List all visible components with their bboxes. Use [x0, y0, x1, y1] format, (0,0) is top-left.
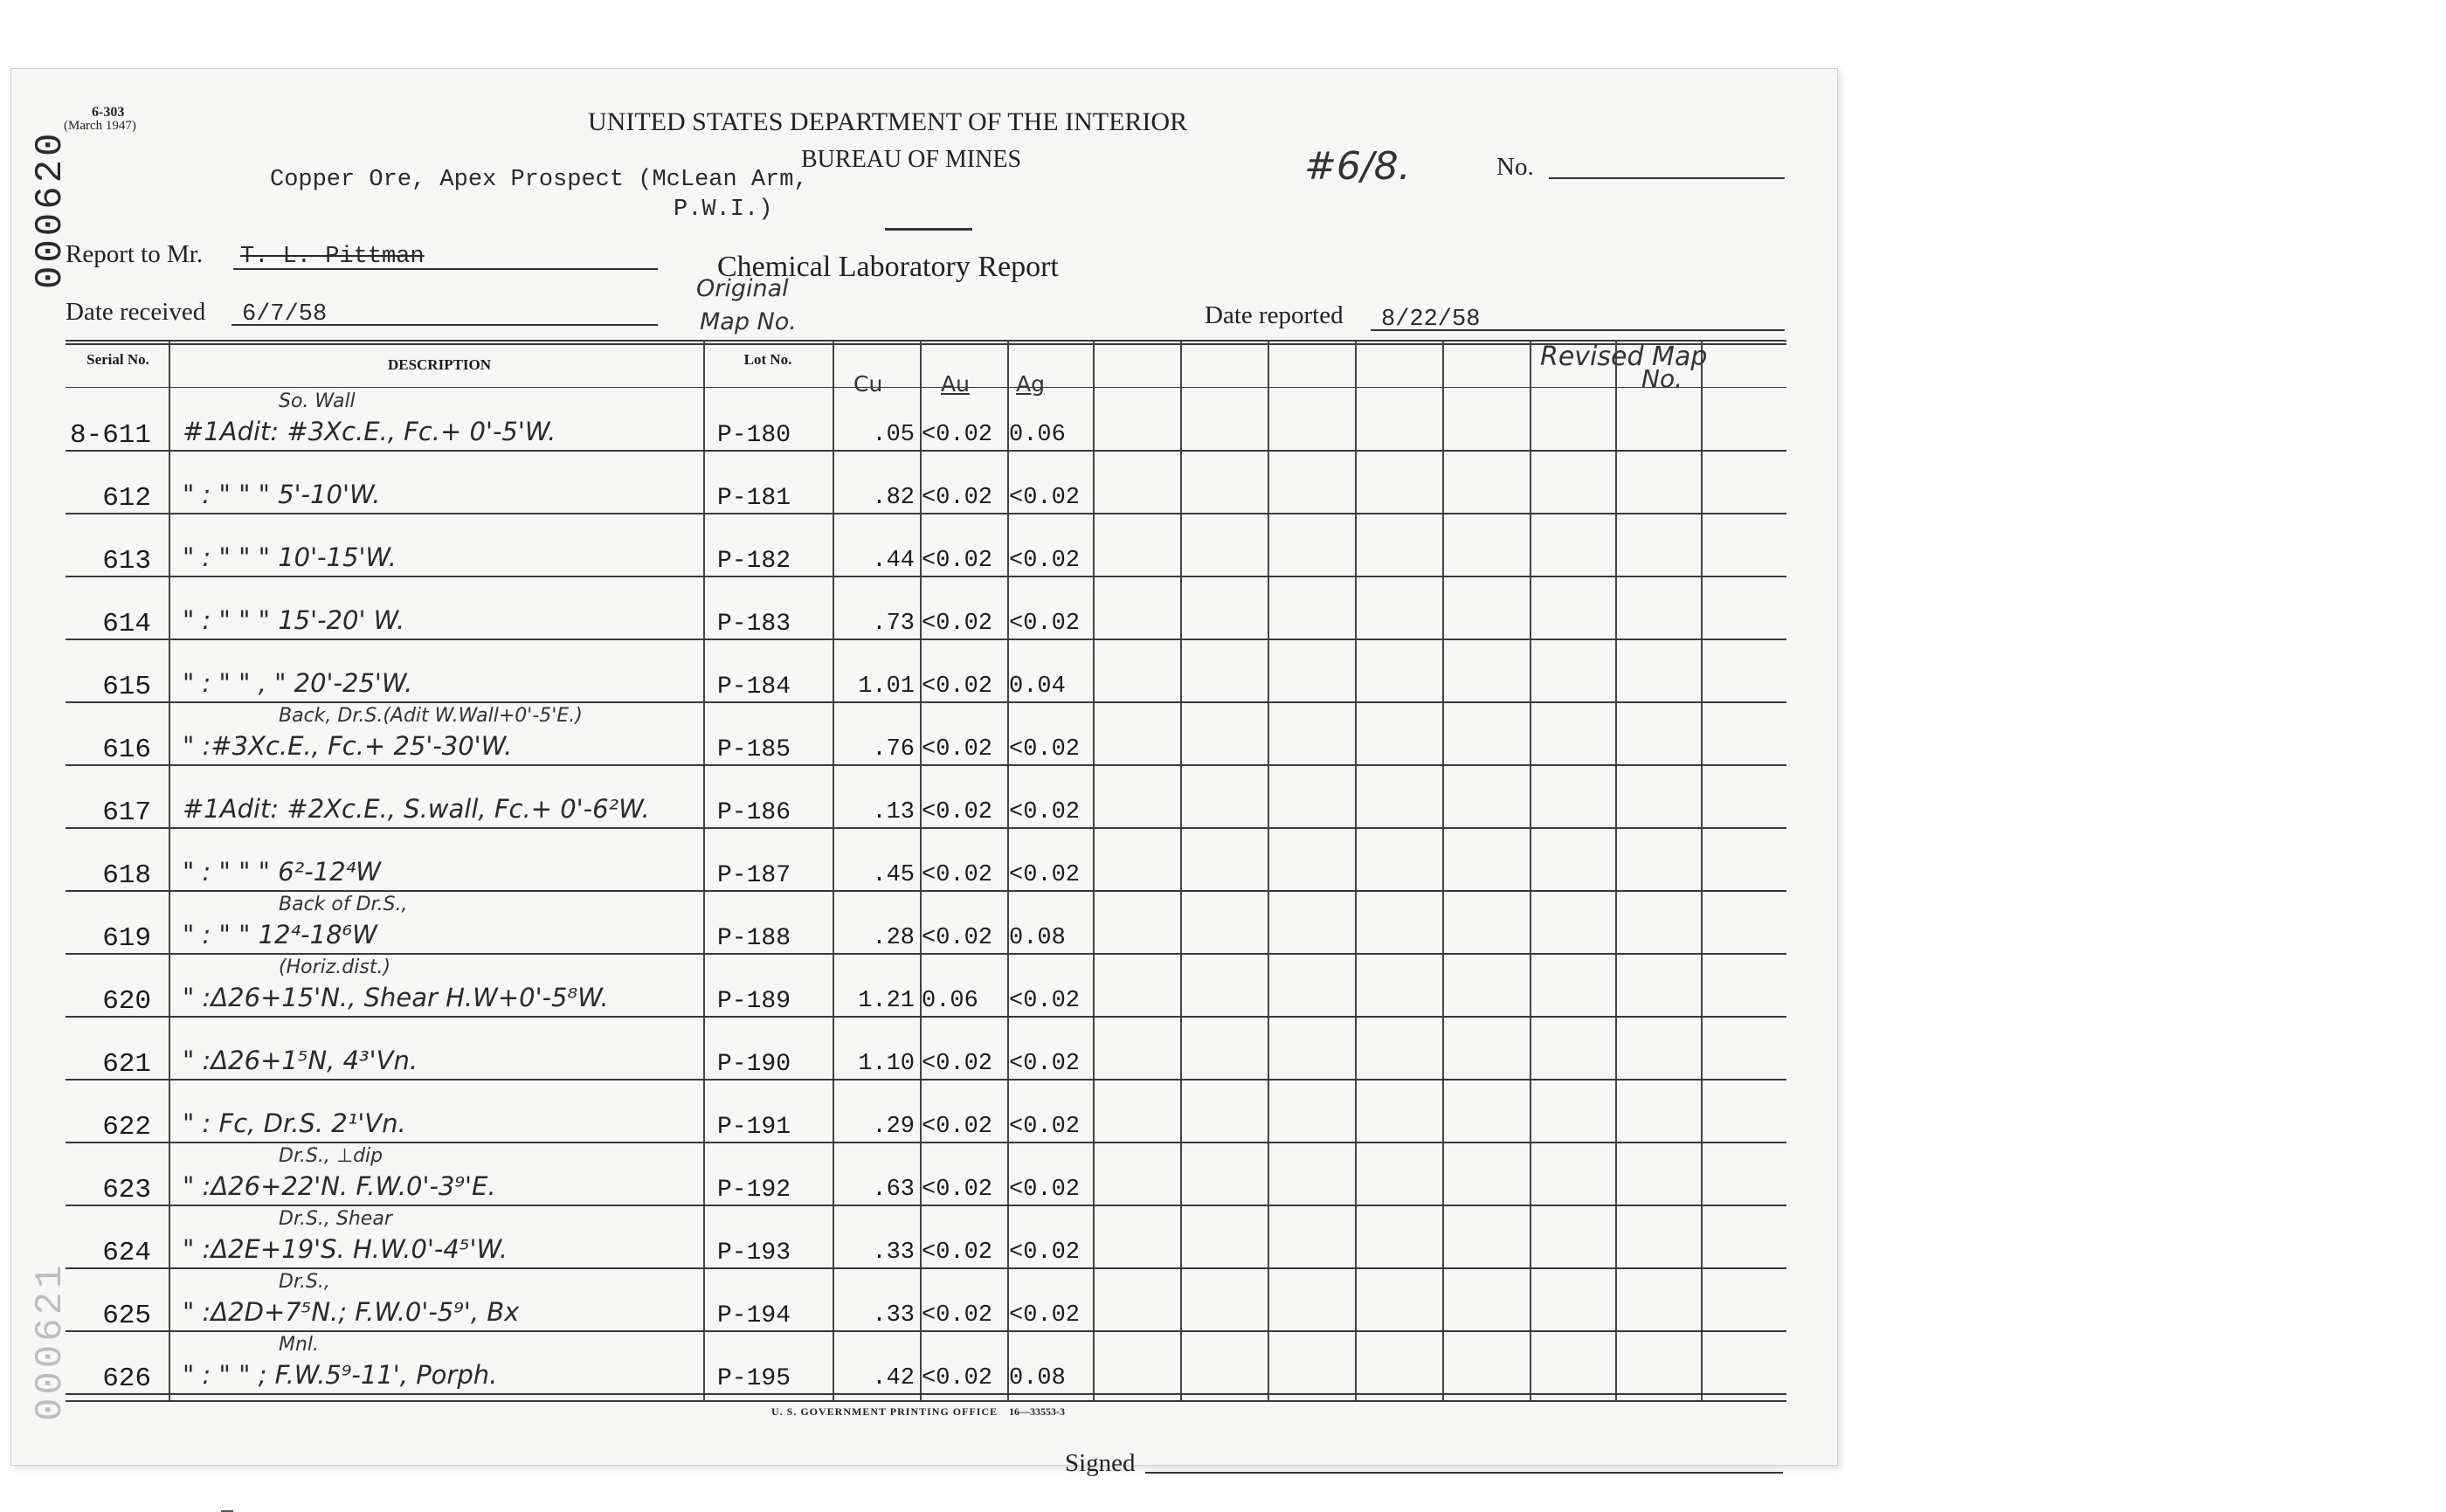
au-cell: <0.02	[922, 422, 993, 448]
cu-cell: .33	[872, 1302, 915, 1329]
date-received-value: 6/7/58	[242, 301, 328, 328]
au-cell: <0.02	[922, 1365, 993, 1391]
no-field-line	[1549, 177, 1785, 179]
lot-cell: P-189	[717, 988, 791, 1015]
au-cell: <0.02	[922, 1302, 993, 1329]
description-cell: " : Fc, Dr.S. 2¹'Vn.	[183, 1108, 406, 1138]
serial-cell: 612	[102, 483, 151, 514]
description-cell: " :Δ26+15'N., Shear H.W+0'-5⁸W.	[183, 983, 609, 1012]
description-note: Dr.S.,	[279, 1271, 330, 1293]
lot-cell: P-195	[717, 1365, 791, 1392]
au-cell: <0.02	[922, 736, 993, 763]
row-rule	[66, 1393, 1786, 1395]
row-rule	[66, 827, 1786, 829]
report-title: Chemical Laboratory Report	[717, 251, 1059, 283]
description-cell: #1Adit: #3Xc.E., Fc.+ 0'-5'W.	[183, 417, 556, 446]
header-au: Au	[941, 371, 970, 397]
description-cell: " :Δ2D+7⁵N.; F.W.0'-5⁹', Bx	[183, 1297, 520, 1327]
description-note: Dr.S., ⊥dip	[279, 1145, 383, 1167]
ag-cell: <0.02	[1009, 736, 1081, 763]
lot-cell: P-191	[717, 1114, 791, 1141]
ag-cell: 0.06	[1009, 422, 1066, 448]
au-cell: <0.02	[922, 673, 993, 700]
table-bottom-rule	[66, 1400, 1786, 1402]
serial-cell: 618	[102, 860, 151, 891]
au-cell: <0.02	[922, 862, 993, 888]
date-reported-line	[1371, 329, 1785, 331]
lot-cell: P-190	[717, 1051, 791, 1078]
header-cu: Cu	[853, 371, 883, 397]
ag-cell: 0.08	[1009, 925, 1066, 951]
lot-cell: P-186	[717, 799, 791, 826]
au-cell: <0.02	[922, 925, 993, 951]
description-cell: " : " " " 10'-15'W.	[183, 542, 397, 572]
ag-cell: <0.02	[1009, 1302, 1081, 1329]
description-cell: #1Adit: #2Xc.E., S.wall, Fc.+ 0'-6²W.	[183, 794, 650, 824]
original-map-label: Original	[696, 275, 789, 302]
cu-cell: .33	[872, 1239, 915, 1266]
header-ag: Ag	[1016, 371, 1045, 397]
row-rule	[66, 1205, 1786, 1206]
serial-cell: 625	[102, 1301, 151, 1331]
cu-cell: 1.01	[858, 673, 915, 700]
serial-cell: 8-611	[69, 420, 151, 451]
form-number: 6-303	[92, 105, 125, 120]
row-rule	[66, 890, 1786, 892]
au-cell: 0.06	[922, 988, 978, 1014]
report-subject: Copper Ore, Apex Prospect (McLean Arm,	[270, 167, 808, 193]
row-rule	[66, 513, 1786, 514]
serial-cell: 624	[102, 1238, 151, 1268]
serial-cell: 615	[102, 672, 151, 702]
ag-cell: <0.02	[1009, 1239, 1081, 1266]
description-cell: " : " " " 5'-10'W.	[183, 480, 381, 509]
original-map-label-2: Map No.	[700, 308, 797, 335]
row-rule	[66, 1267, 1786, 1269]
row-rule	[66, 701, 1786, 703]
lot-cell: P-187	[717, 862, 791, 889]
header-serial: Serial No.	[86, 351, 149, 368]
row-rule	[66, 1330, 1786, 1332]
annotation-number: #6/8.	[1304, 144, 1411, 189]
serial-cell: 620	[102, 986, 151, 1017]
lot-cell: P-183	[717, 611, 791, 638]
date-reported-label: Date reported	[1205, 301, 1344, 329]
cu-cell: .29	[872, 1114, 915, 1140]
row-rule	[66, 450, 1786, 452]
au-cell: <0.02	[922, 611, 993, 637]
serial-cell: 616	[102, 735, 151, 765]
date-reported-value: 8/22/58	[1381, 307, 1481, 333]
ag-cell: <0.02	[1009, 799, 1081, 825]
cu-cell: .13	[872, 799, 915, 825]
report-subject-cont: P.W.I.)	[674, 197, 773, 223]
lot-cell: P-185	[717, 736, 791, 763]
revised-map-label-2: No.	[1641, 364, 1682, 393]
signature-line	[1145, 1472, 1783, 1474]
stamp-number-bottom: 000621	[29, 1261, 73, 1421]
header-description: DESCRIPTION	[387, 356, 492, 373]
lot-cell: P-188	[717, 925, 791, 952]
description-cell: " : " " , " 20'-25'W.	[183, 668, 413, 698]
au-cell: <0.02	[922, 1177, 993, 1203]
cu-cell: .05	[872, 422, 915, 448]
bureau-title: BUREAU OF MINES	[801, 146, 1022, 173]
lot-cell: P-192	[717, 1177, 791, 1204]
report-to-value: T. L. Pittman	[240, 244, 425, 270]
date-received-label: Date received	[66, 298, 206, 326]
au-cell: <0.02	[922, 485, 993, 511]
ag-cell: <0.02	[1009, 485, 1081, 511]
lot-cell: P-180	[717, 422, 791, 449]
cu-cell: .28	[872, 925, 915, 951]
description-note: (Horiz.dist.)	[279, 956, 391, 978]
ag-cell: <0.02	[1009, 1177, 1081, 1203]
au-cell: <0.02	[922, 1239, 993, 1266]
cu-cell: .63	[872, 1177, 915, 1203]
description-cell: " :Δ2E+19'S. H.W.0'-4⁵'W.	[183, 1234, 508, 1264]
description-cell: " :Δ26+22'N. F.W.0'-3⁹'E.	[183, 1171, 496, 1201]
cu-cell: .44	[872, 548, 915, 574]
report-to-label: Report to Mr.	[66, 240, 204, 268]
signed-label: Signed	[1065, 1449, 1136, 1477]
row-rule	[66, 1016, 1786, 1018]
revised-map-label: Revised Map	[1540, 342, 1708, 372]
description-cell: " : " " ; F.W.5⁹-11', Porph.	[183, 1360, 498, 1390]
date-received-line	[231, 324, 658, 326]
au-cell: <0.02	[922, 548, 993, 574]
lot-cell: P-194	[717, 1302, 791, 1329]
serial-cell: 622	[102, 1112, 151, 1143]
title-rule	[885, 228, 972, 231]
cu-cell: .76	[872, 736, 915, 763]
report-to-line	[233, 268, 658, 270]
serial-cell: 626	[102, 1364, 151, 1394]
ag-cell: 0.04	[1009, 673, 1066, 700]
serial-cell: 613	[102, 546, 151, 576]
ag-cell: <0.02	[1009, 862, 1081, 888]
lab-report-sheet	[10, 68, 1838, 1477]
au-cell: <0.02	[922, 1051, 993, 1077]
serial-cell: 623	[102, 1175, 151, 1205]
ag-cell: <0.02	[1009, 988, 1081, 1014]
description-cell: " :#3Xc.E., Fc.+ 25'-30'W.	[183, 731, 513, 761]
header-lot: Lot No.	[743, 351, 792, 368]
au-cell: <0.02	[922, 1114, 993, 1140]
serial-cell: 621	[102, 1049, 151, 1080]
serial-cell: 619	[102, 923, 151, 954]
lot-cell: P-193	[717, 1239, 791, 1267]
description-cell: " : " " " 6²-12⁴W	[183, 857, 381, 887]
ag-cell: <0.02	[1009, 548, 1081, 574]
cu-cell: .45	[872, 862, 915, 888]
au-cell: <0.02	[922, 799, 993, 825]
lot-cell: P-181	[717, 485, 791, 512]
ag-cell: <0.02	[1009, 611, 1081, 637]
cu-cell: .82	[872, 485, 915, 511]
printer-code: 16—33553-3	[1009, 1405, 1065, 1418]
serial-cell: 617	[102, 797, 151, 828]
row-rule	[66, 1079, 1786, 1080]
row-rule	[66, 1142, 1786, 1143]
description-note: Mnl.	[279, 1334, 320, 1356]
ag-cell: 0.08	[1009, 1365, 1066, 1391]
cu-cell: .42	[872, 1365, 915, 1391]
no-label: No.	[1496, 153, 1534, 181]
row-rule	[66, 576, 1786, 577]
ag-cell: <0.02	[1009, 1051, 1081, 1077]
ag-cell: <0.02	[1009, 1114, 1081, 1140]
row-rule	[66, 953, 1786, 955]
cu-cell: 1.21	[858, 988, 915, 1014]
description-note: Back of Dr.S.,	[279, 894, 408, 915]
cu-cell: .73	[872, 611, 915, 637]
printer-imprint: U. S. GOVERNMENT PRINTING OFFICE	[771, 1405, 998, 1418]
description-cell: " : " " " 15'-20' W.	[183, 605, 405, 635]
agency-title: UNITED STATES DEPARTMENT OF THE INTERIOR	[588, 107, 1188, 136]
serial-cell: 614	[102, 609, 151, 639]
row-rule	[66, 639, 1786, 640]
description-note: Dr.S., Shear	[279, 1208, 392, 1230]
description-note: So. Wall	[279, 390, 356, 412]
form-edition: (March 1947)	[64, 119, 136, 133]
stamp-number-top: 000620	[29, 129, 73, 289]
lot-cell: P-182	[717, 548, 791, 575]
lot-cell: P-184	[717, 673, 791, 701]
description-note: Back, Dr.S.(Adit W.Wall+0'-5'E.)	[279, 705, 583, 727]
description-cell: " : " " 12⁴-18⁶W	[183, 920, 377, 949]
row-rule	[66, 764, 1786, 766]
cu-cell: 1.10	[858, 1051, 915, 1077]
description-cell: " :Δ26+1⁵N, 4³'Vn.	[183, 1046, 418, 1075]
